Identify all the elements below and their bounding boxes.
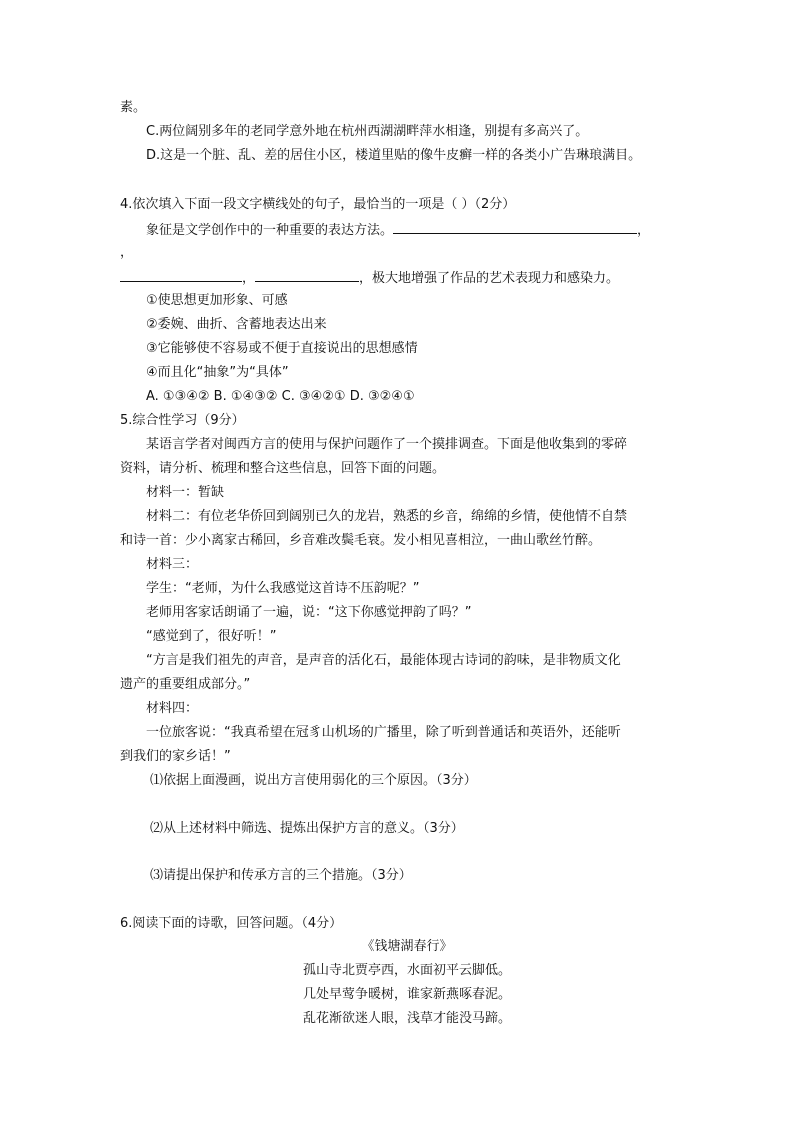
- paragraph-continuation: 素。: [120, 100, 147, 115]
- material-4-text-cont: 到我们的家乡话！”: [120, 749, 231, 764]
- question-4-options: A. ①③④② B. ①④③② C. ③④②① D. ③②④①: [146, 389, 415, 404]
- question-5-intro: 某语言学者对闽西方言的使用与保护问题作了一个摸排调查。下面是他收集到的零碎: [146, 437, 628, 452]
- blank-comma-2: ，: [242, 271, 256, 286]
- poem-line: 孤山寺北贾亭西，水面初平云脚低。: [302, 963, 511, 978]
- material-2-cont: 和诗一首：少小离家古稀回，乡音难改鬓毛衰。发小相见喜相泣，一曲山歌丝竹醉。: [120, 533, 602, 548]
- option-c: C.两位阔别多年的老同学意外地在杭州西湖湖畔萍水相逢，别提有多高兴了。: [146, 124, 589, 139]
- blank-comma-1: ，: [637, 223, 651, 238]
- question-5-title: 5.综合性学习（9分）: [120, 413, 245, 428]
- material-2: 材料二：有位老华侨回到阔别已久的龙岩，熟悉的乡音，绵绵的乡情，使他情不自禁: [146, 509, 628, 524]
- material-3-label: 材料三：: [146, 557, 199, 572]
- dialogue-quote: “方言是我们祖先的声音，是声音的活化石，最能体现古诗词的韵味，是非物质文化: [146, 653, 621, 668]
- question-4-title: 4.依次填入下面一段文字横线处的句子，最恰当的一项是（ ）（2分）: [120, 197, 516, 212]
- answer-blank-2[interactable]: [120, 267, 242, 282]
- list-item: ④而且化“抽象”为“具体”: [146, 365, 289, 380]
- material-1: 材料一：暂缺: [146, 485, 225, 500]
- sub-question-3: ⑶请提出保护和传承方言的三个措施。（3分）: [150, 868, 412, 883]
- sub-question-2: ⑵从上述材料中筛选、提炼出保护方言的意义。（3分）: [150, 821, 464, 836]
- answer-blank-1[interactable]: [393, 219, 637, 234]
- question-5-intro-cont: 资料，请分析、梳理和整合这些信息，回答下面的问题。: [120, 461, 446, 476]
- material-4-text: 一位旅客说：“我真希望在冠豸山机场的广播里，除了听到普通话和英语外，还能听: [146, 725, 621, 740]
- dialogue-student: 学生：“老师，为什么我感觉这首诗不压韵呢？”: [146, 581, 420, 596]
- wrapped-comma: ，: [120, 245, 134, 260]
- material-4-label: 材料四：: [146, 701, 199, 716]
- list-item: ①使思想更加形象、可感: [146, 293, 288, 308]
- poem-line: 几处早莺争暖树，谁家新燕啄春泥。: [302, 987, 511, 1002]
- dialogue-teacher: 老师用客家话朗诵了一遍，说：“这下你感觉押韵了吗？”: [146, 605, 472, 620]
- poem-line: 乱花渐欲迷人眼，浅草才能没马蹄。: [302, 1011, 511, 1026]
- lead-text: 象征是文学创作中的一种重要的表达方法。: [146, 223, 394, 238]
- dialogue-quote-cont: 遗产的重要组成部分。”: [120, 677, 251, 692]
- sub-question-1: ⑴依据上面漫画，说出方言使用弱化的三个原因。（3分）: [150, 773, 477, 788]
- option-d: D.这是一个脏、乱、差的居住小区，楼道里贴的像牛皮癣一样的各类小广告琳琅满目。: [146, 148, 642, 163]
- list-item: ②委婉、曲折、含蓄地表达出来: [146, 317, 327, 332]
- question-4-tail: ，极大地增强了作品的艺术表现力和感染力。: [359, 271, 620, 286]
- answer-blank-3[interactable]: [255, 267, 359, 282]
- poem-title: 《钱塘湖春行》: [361, 939, 453, 954]
- question-4-lead: [146, 219, 650, 241]
- list-item: ③它能够使不容易或不便于直接说出的思想感情: [146, 341, 418, 356]
- question-6-title: 6.阅读下面的诗歌，回答问题。（4分）: [120, 916, 343, 931]
- question-4-line2: [120, 267, 619, 289]
- dialogue-reply: “感觉到了，很好听！”: [146, 629, 277, 644]
